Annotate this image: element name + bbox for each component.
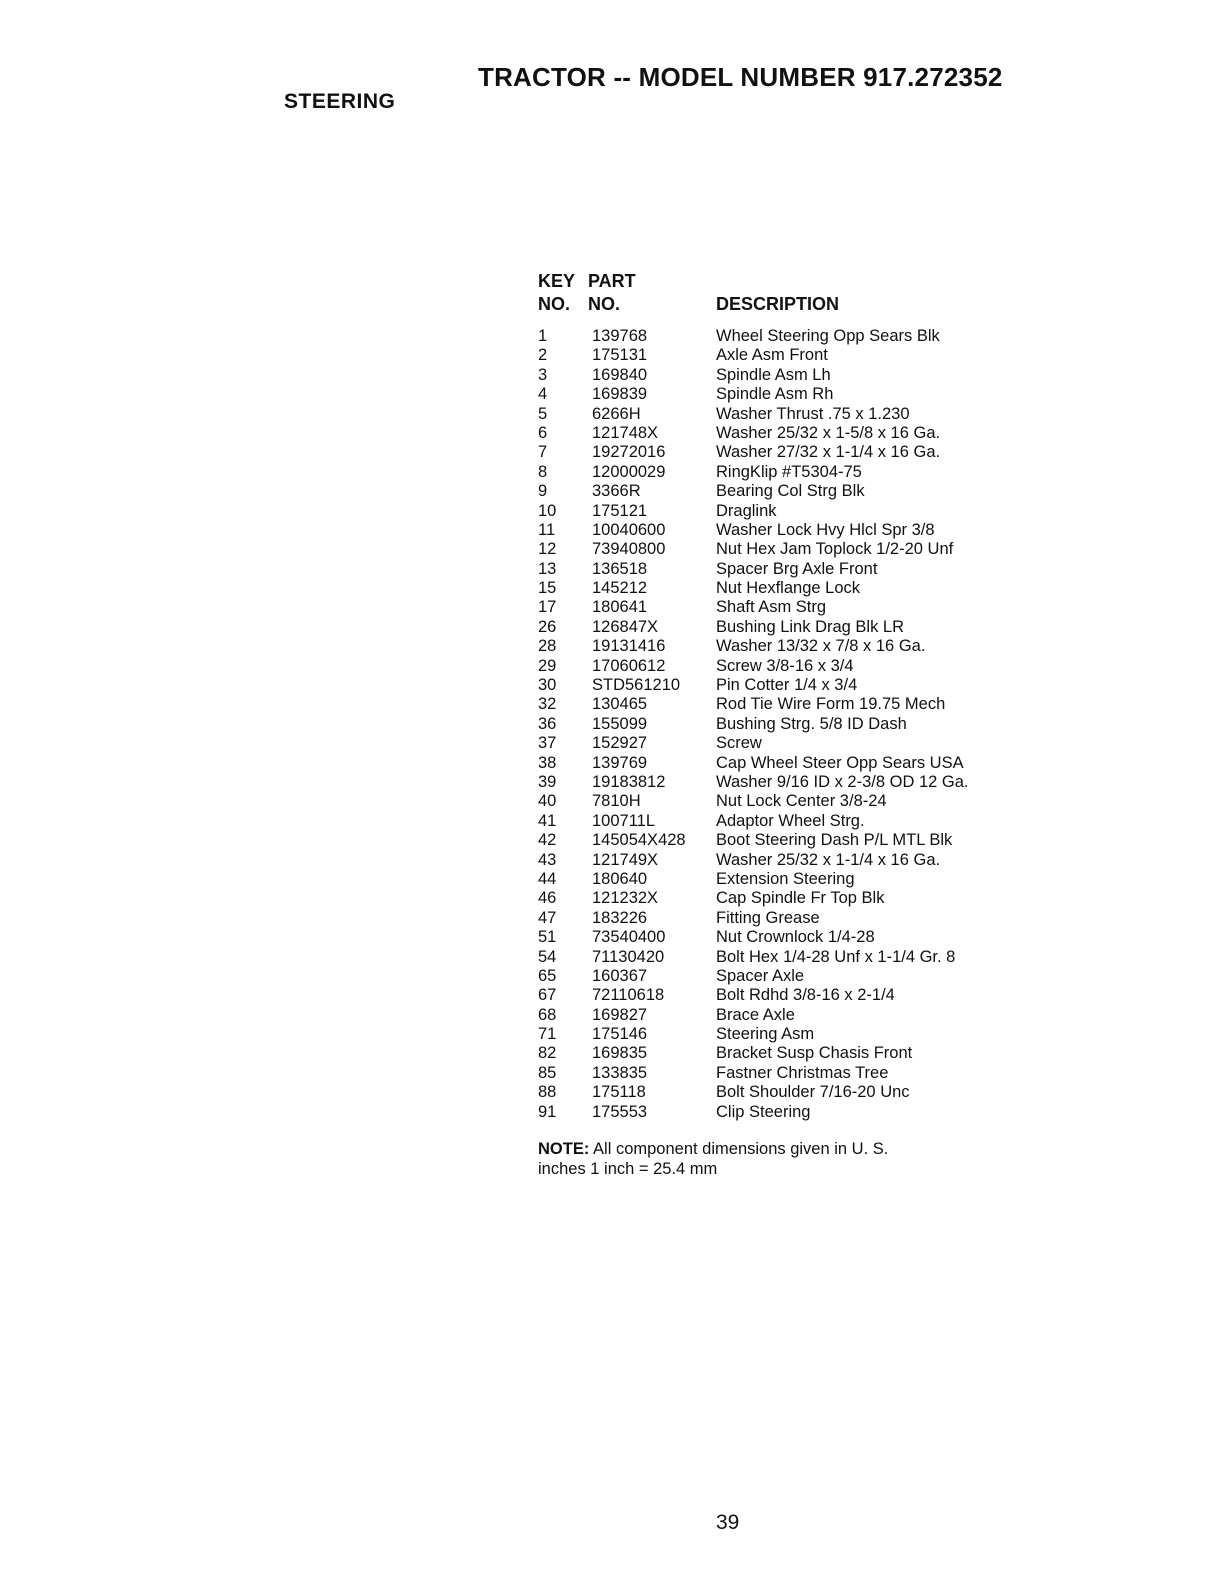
part-description: Axle Asm Front [716,346,828,365]
part-description: Boot Steering Dash P/L MTL Blk [716,831,953,850]
parts-row [538,948,1008,967]
parts-row [538,831,1008,850]
part-description: Washer 13/32 x 7/8 x 16 Ga. [716,637,926,656]
parts-row [538,1006,1008,1025]
note [538,1139,958,1179]
parts-list [538,327,1008,1122]
parts-row [538,598,1008,617]
part-description: Fastner Christmas Tree [716,1063,889,1082]
part-description: Washer 25/32 x 1-1/4 x 16 Ga. [716,850,941,869]
part-number: 169835 [592,1044,648,1063]
parts-row [538,385,1008,404]
part-number: 160367 [592,966,648,985]
parts-row [538,676,1008,695]
part-description: Screw [716,734,762,753]
key-number: 54 [538,947,557,966]
parts-row [538,366,1008,385]
part-number: 73940800 [592,540,666,559]
key-number: 38 [538,753,557,772]
part-number: 19131416 [592,637,666,656]
key-number: 29 [538,656,557,675]
key-number: 91 [538,1102,557,1121]
key-number: 32 [538,695,557,714]
key-number: 26 [538,617,557,636]
part-description: Wheel Steering Opp Sears Blk [716,327,940,345]
parts-row [538,657,1008,676]
parts-row [538,928,1008,947]
header-part-top: PART [588,271,636,291]
key-number: 82 [538,1044,557,1063]
part-description: Extension Steering [716,869,855,888]
page-number: 39 [716,1511,740,1534]
part-number: 139769 [592,753,648,772]
key-number: 7 [538,443,548,462]
key-number: 85 [538,1063,557,1082]
part-description: Washer 27/32 x 1-1/4 x 16 Ga. [716,443,941,462]
part-number: 19272016 [592,443,666,462]
key-number: 47 [538,908,557,927]
part-number: 136518 [592,559,648,578]
parts-row [538,870,1008,889]
part-description: Cap Spindle Fr Top Blk [716,889,885,908]
note-label: NOTE: [538,1140,590,1158]
part-number: 12000029 [592,462,666,481]
part-number: 183226 [592,908,648,927]
key-number: 44 [538,869,557,888]
part-number: 175118 [592,1083,646,1102]
parts-row [538,889,1008,908]
key-number: 88 [538,1083,557,1102]
parts-row [538,909,1008,928]
part-description: Clip Steering [716,1102,811,1121]
part-number: 145212 [592,579,648,598]
part-description: Rod Tie Wire Form 19.75 Mech [716,695,946,714]
key-number: 39 [538,772,557,791]
parts-row [538,327,1008,346]
key-number: 9 [538,482,548,501]
part-description: Bushing Link Drag Blk LR [716,617,905,636]
key-number: 3 [538,365,548,384]
key-number: 36 [538,714,557,733]
header-description: DESCRIPTION [716,294,840,314]
part-number: 126847X [592,617,659,636]
part-number: 6266H [592,404,641,423]
part-number: 175146 [592,1025,648,1044]
header-key-top: KEY [538,271,576,291]
part-description: Draglink [716,501,777,520]
part-description: Spindle Asm Lh [716,365,831,384]
key-number: 4 [538,385,548,404]
parts-row [538,579,1008,598]
key-number: 10 [538,501,557,520]
key-number: 12 [538,540,557,559]
part-number: 169840 [592,365,648,384]
part-number: 133835 [592,1063,648,1082]
part-number: 175553 [592,1102,648,1121]
part-number: 180641 [592,598,648,617]
parts-row [538,792,1008,811]
parts-row [538,424,1008,443]
part-description: Bracket Susp Chasis Front [716,1044,913,1063]
part-description: Nut Hex Jam Toplock 1/2-20 Unf [716,540,954,559]
parts-row [538,754,1008,773]
part-number: 7810H [592,792,641,811]
parts-row [538,695,1008,714]
key-number: 46 [538,889,557,908]
part-description: Bolt Rdhd 3/8-16 x 2-1/4 [716,986,895,1005]
part-description: Washer Lock Hvy Hlcl Spr 3/8 [716,520,935,539]
key-number: 30 [538,676,557,695]
parts-row [538,482,1008,501]
parts-row [538,967,1008,986]
parts-row [538,851,1008,870]
part-description: Washer 25/32 x 1-5/8 x 16 Ga. [716,423,941,442]
key-number: 71 [538,1025,557,1044]
part-number: 19183812 [592,772,666,791]
part-number: 130465 [592,695,648,714]
part-number: 10040600 [592,520,666,539]
parts-row [538,812,1008,831]
part-description: Washer 9/16 ID x 2-3/8 OD 12 Ga. [716,772,969,791]
part-number: 175121 [592,501,648,520]
part-number: 139768 [592,327,648,345]
part-description: Spacer Brg Axle Front [716,559,878,578]
part-number: 152927 [592,734,648,753]
key-number: 15 [538,579,557,598]
parts-row [538,618,1008,637]
key-number: 28 [538,637,557,656]
key-number: 6 [538,423,548,442]
part-description: Bolt Shoulder 7/16-20 Unc [716,1083,910,1102]
part-number: 121232X [592,889,659,908]
part-number: 155099 [592,714,648,733]
key-number: 43 [538,850,557,869]
key-number: 2 [538,346,548,365]
note-line-2: inches 1 inch = 25.4 mm [538,1160,718,1178]
part-description: Fitting Grease [716,908,820,927]
parts-row [538,715,1008,734]
key-number: 11 [538,520,556,539]
parts-row [538,502,1008,521]
key-number: 13 [538,559,557,578]
key-number: 41 [538,811,557,830]
part-description: Adaptor Wheel Strg. [716,811,865,830]
parts-row [538,734,1008,753]
key-number: 8 [538,462,548,481]
part-description: Shaft Asm Strg [716,598,827,617]
part-description: Nut Lock Center 3/8-24 [716,792,887,811]
part-number: 73540400 [592,928,666,947]
parts-row [538,1083,1008,1102]
part-description: Nut Crownlock 1/4-28 [716,928,875,947]
part-description: Nut Hexflange Lock [716,579,860,598]
part-description: Bushing Strg. 5/8 ID Dash [716,714,907,733]
key-number: 65 [538,966,557,985]
parts-row [538,560,1008,579]
parts-row [538,521,1008,540]
parts-row [538,540,1008,559]
parts-row [538,1064,1008,1083]
part-number: STD561210 [592,676,681,695]
part-number: 121748X [592,423,659,442]
key-number: 51 [538,928,557,947]
part-description: Bolt Hex 1/4-28 Unf x 1-1/4 Gr. 8 [716,947,956,966]
key-number: 17 [538,598,557,617]
part-number: 145054X428 [592,831,686,850]
parts-row [538,1044,1008,1063]
parts-row [538,773,1008,792]
part-description: Washer Thrust .75 x 1.230 [716,404,910,423]
part-description: Steering Asm [716,1025,815,1044]
key-number: 5 [538,404,548,423]
part-number: 71130420 [592,947,665,966]
part-description: Spindle Asm Rh [716,385,834,404]
part-description: Screw 3/8-16 x 3/4 [716,656,854,675]
part-description: RingKlip #T5304-75 [716,462,862,481]
part-number: 169839 [592,385,648,404]
key-number: 42 [538,831,557,850]
header-part-bottom: NO. [588,294,621,314]
part-description: Pin Cotter 1/4 x 3/4 [716,676,858,695]
parts-row [538,346,1008,365]
part-number: 121749X [592,850,659,869]
key-number: 68 [538,1005,557,1024]
parts-row [538,637,1008,656]
part-number: 3366R [592,482,641,501]
parts-row [538,463,1008,482]
part-number: 175131 [592,346,648,365]
parts-row [538,1103,1008,1122]
part-number: 169827 [592,1005,648,1024]
key-number: 67 [538,986,557,1005]
parts-row [538,1025,1008,1044]
part-description: Brace Axle [716,1005,795,1024]
section-heading: STEERING [284,90,396,113]
part-description: Bearing Col Strg Blk [716,482,865,501]
part-number: 100711L [592,811,656,830]
part-description: Spacer Axle [716,966,805,985]
header-key-bottom: NO. [538,294,571,314]
part-number: 180640 [592,869,648,888]
key-number: 40 [538,792,557,811]
page-title: TRACTOR -- MODEL NUMBER 917.272352 [478,62,1003,92]
part-number: 72110618 [592,986,665,1005]
parts-row [538,405,1008,424]
key-number: 37 [538,734,557,753]
parts-row [538,986,1008,1005]
part-description: Cap Wheel Steer Opp Sears USA [716,753,964,772]
part-number: 17060612 [592,656,666,675]
parts-row [538,443,1008,462]
key-number: 1 [538,327,548,345]
note-line-1: All component dimensions given in U. S. [593,1140,889,1158]
